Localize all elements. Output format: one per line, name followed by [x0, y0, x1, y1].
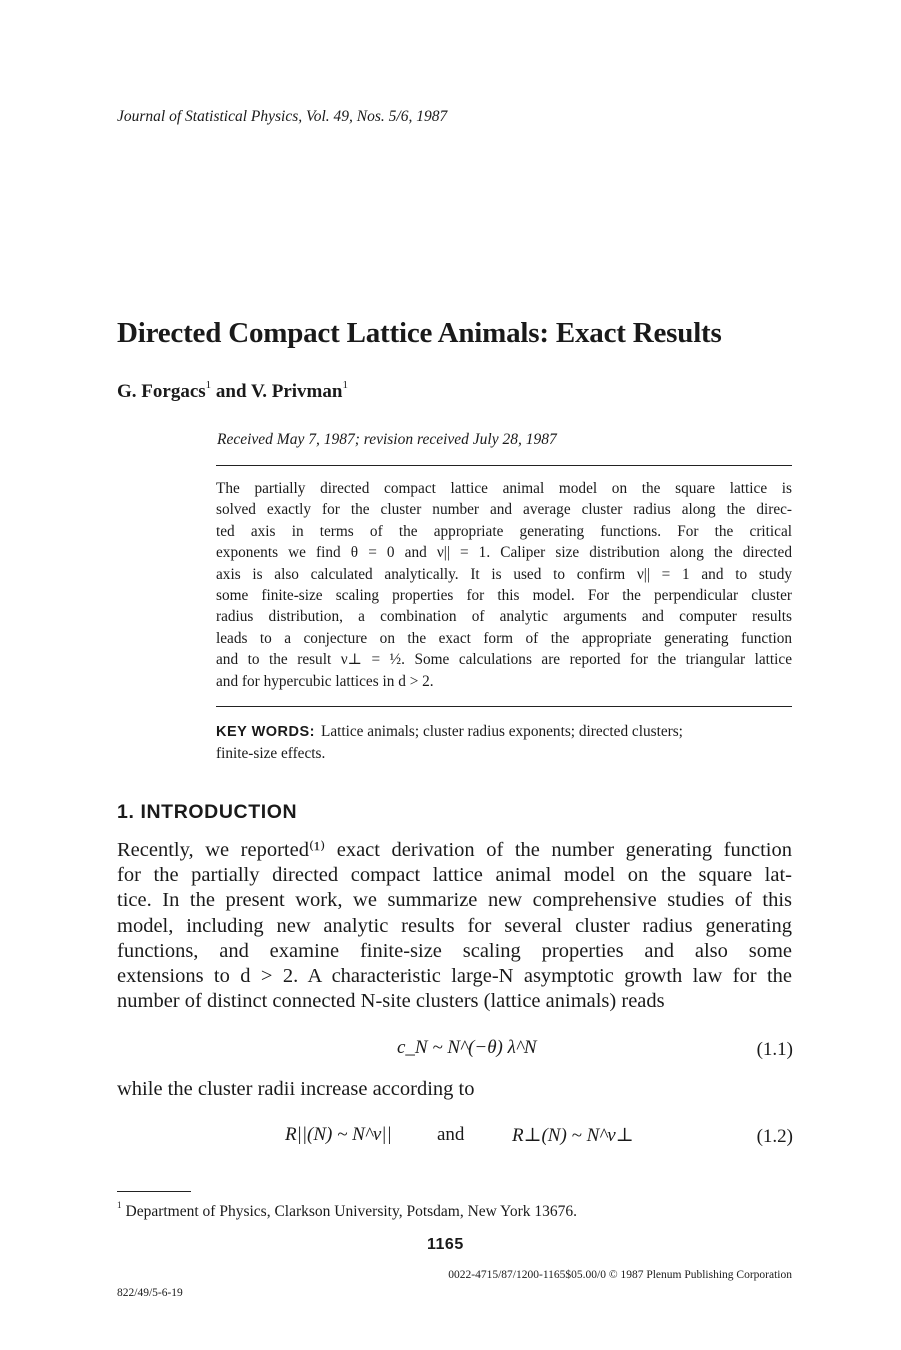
body-line: extensions to d > 2. A characteristic large-N asymptotic growth law for the — [117, 965, 792, 988]
body-line: for the partially directed compact lattice animal model on the square lat- — [117, 864, 792, 887]
author-name: V. Privman — [250, 381, 343, 402]
abstract-bottom-rule — [216, 706, 792, 707]
author-list — [117, 378, 348, 403]
affiliation-mark: 1 — [342, 378, 348, 391]
received-dates: Received May 7, 1987; revision received July 28, 1987 — [217, 431, 557, 448]
paper-title: Directed Compact Lattice Animals: Exact Results — [117, 317, 722, 349]
keywords-label: KEY WORDS: — [216, 724, 315, 740]
body-line: Recently, we reported⁽¹⁾ exact derivation of the number generating function — [117, 839, 792, 861]
copyright-line: 0022-4715/87/1200-1165$05.00/0 © 1987 Plenum Publishing Corporation — [448, 1269, 792, 1281]
keywords — [216, 721, 792, 764]
abstract-line: solved exactly for the cluster number and average cluster radius along the direc- — [216, 501, 792, 519]
keywords-text-cont: finite-size effects. — [216, 745, 326, 762]
abstract-line: radius distribution, a combination of analytic arguments and computer results — [216, 608, 792, 626]
equation-number: (1.2) — [756, 1126, 793, 1147]
equation-1-1: c_N ~ N^(−θ) λ^N — [397, 1037, 537, 1058]
body-line: model, including new analytic results for several cluster radius generating — [117, 914, 792, 937]
author-joiner: and — [215, 381, 247, 402]
page-number: 1165 — [427, 1236, 464, 1253]
equation-joiner: and — [437, 1124, 465, 1145]
abstract-line: and for hypercubic lattices in d > 2. — [216, 672, 434, 690]
abstract-line: The partially directed compact lattice animal model on the square lattice is — [216, 480, 792, 497]
body-line: number of distinct connected N-site clusters (lattice animals) reads — [117, 990, 665, 1013]
section-heading: 1. INTRODUCTION — [117, 801, 298, 823]
keywords-text: Lattice animals; cluster radius exponents; directed clusters; — [321, 723, 683, 740]
journal-header: Journal of Statistical Physics, Vol. 49, Nos. 5/6, 1987 — [117, 108, 448, 125]
abstract-line: some finite-size scaling properties for this model. For the perpendicular cluster — [216, 587, 792, 605]
body-text: while the cluster radii increase according to — [117, 1078, 475, 1100]
footnote-text: Department of Physics, Clarkson University, Potsdam, New York 13676. — [125, 1203, 577, 1220]
body-line: functions, and examine finite-size scaling properties and also some — [117, 939, 792, 962]
body-line: tice. In the present work, we summarize new comprehensive studies of this — [117, 889, 792, 912]
intro-paragraph — [117, 838, 792, 1014]
print-code: 822/49/5-6-19 — [117, 1287, 183, 1299]
abstract — [216, 478, 792, 692]
abstract-line: axis is also calculated analytically. It is used to confirm ν|| = 1 and to study — [216, 565, 792, 583]
footnote-mark: 1 — [117, 1199, 122, 1210]
abstract-line: and to the result ν⊥ = ½. Some calculations are reported for the triangular lattice — [216, 651, 792, 669]
abstract-line: exponents we find θ = 0 and ν|| = 1. Caliper size distribution along the directed — [216, 544, 792, 562]
footnote — [117, 1199, 577, 1221]
equation-1-2-left: R||(N) ~ N^ν|| — [285, 1124, 392, 1145]
abstract-line: ted axis in terms of the appropriate generating functions. For the critical — [216, 522, 792, 540]
equation-1-2-right: R⊥(N) ~ N^ν⊥ — [512, 1125, 634, 1146]
abstract-top-rule — [216, 465, 792, 466]
equation-number: (1.1) — [756, 1039, 793, 1060]
affiliation-mark: 1 — [205, 378, 212, 391]
footnote-rule — [117, 1191, 191, 1192]
abstract-line: leads to a conjecture on the exact form of the appropriate generating function — [216, 629, 792, 647]
author-name: G. Forgacs — [117, 381, 206, 402]
